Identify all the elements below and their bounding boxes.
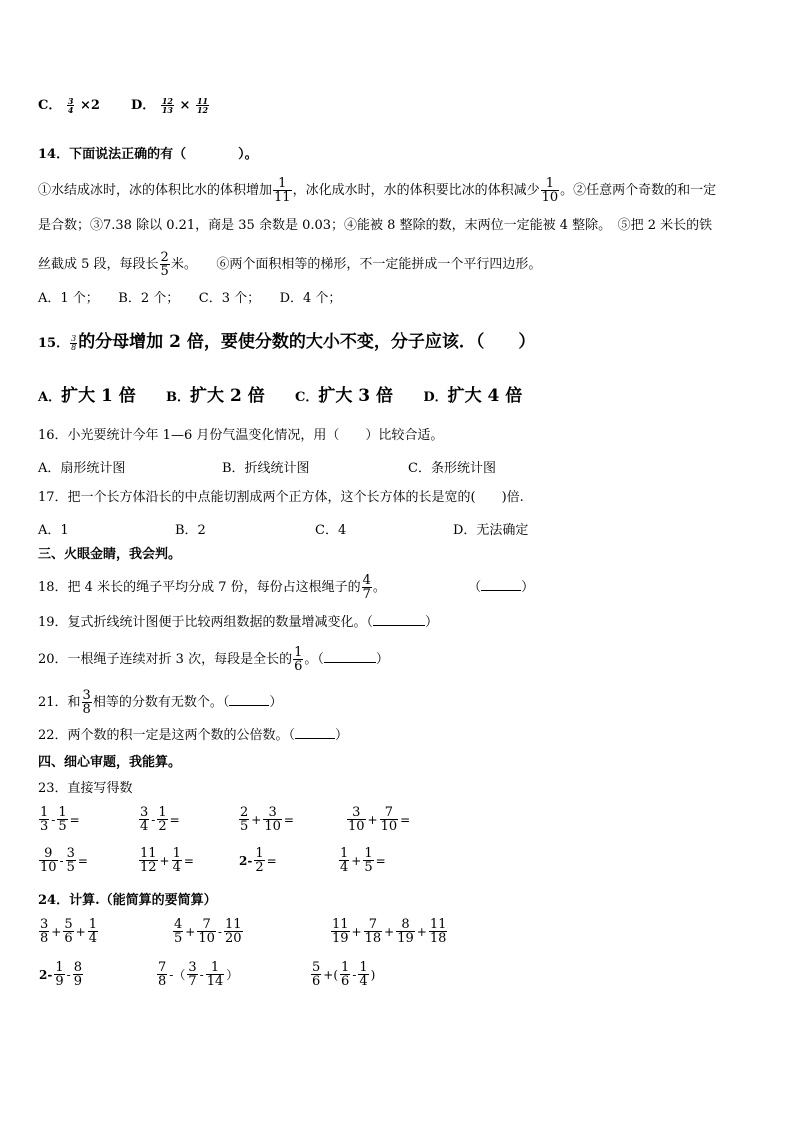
fraction: $\frac{1}{6}$ xyxy=(294,645,303,674)
calc-item: $\frac{11}{12}$ + $\frac{1}{4}$ = xyxy=(140,846,194,875)
q16-title: 16．小光要统计今年 1—6 月份气温变化情况，用（ ）比较合适。 xyxy=(38,428,444,443)
q16-option-c: C．条形统计图 xyxy=(408,461,496,476)
answer-blank[interactable] xyxy=(373,613,425,626)
fraction: $\frac{3}{8}$ xyxy=(82,688,91,717)
fraction: $\frac{4}{7}$ xyxy=(362,573,371,602)
answer-blank[interactable] xyxy=(481,578,521,591)
q19: 19．复式折线统计图便于比较两组数据的数量增减变化。（ ） xyxy=(38,615,439,630)
q16-option-b: B．折线统计图 xyxy=(222,461,310,476)
fraction: $\frac{1}{10}$ xyxy=(541,176,559,205)
calc-item: $\frac{4}{5}$ + $\frac{7}{10}$ - $\frac{11}{20}$ xyxy=(174,917,242,946)
fraction: $\frac{3}{4}$ xyxy=(67,96,74,115)
calc-item: $\frac{11}{19}$ + $\frac{7}{18}$ + $\frac{8}{19}$ + $\frac{11}{18}$ xyxy=(332,917,447,946)
q21: 21．和 $\frac{3}{8}$ 相等的分数有无数个。（ ） xyxy=(38,688,283,717)
calc-item: $\frac{7}{8}$ -（ $\frac{3}{7}$ - $\frac{1}{14}$ ） xyxy=(158,960,239,989)
calc-item: $\frac{3}{4}$ - $\frac{1}{2}$ = xyxy=(140,805,180,834)
q17-option-b: B．2 xyxy=(175,523,206,538)
calc-item: $\frac{3}{10}$ + $\frac{7}{10}$ = xyxy=(348,805,411,834)
answer-blank[interactable] xyxy=(295,726,335,739)
q14-line1: ①水结成冰时，冰的体积比水的体积增加 $\frac{1}{11}$ ，冰化成水时，水的体积要比冰的体积减少 $\frac{1}{10}$ 。②任意两个奇数的和一定 xyxy=(38,176,717,205)
calc-item: $\frac{9}{10}$ - $\frac{3}{5}$ = xyxy=(40,846,88,875)
fraction: $\frac{12}{13}$ xyxy=(161,96,173,115)
q13-options: C． $\frac{3}{4}$ ×2 D． $\frac{12}{13}$ × $\frac{11}{12}$ xyxy=(38,96,209,115)
section-3-heading: 三、火眼金睛，我会判。 xyxy=(38,547,182,562)
q17-option-c: C．4 xyxy=(315,523,347,538)
q24-title: 24．计算.（能简算的要简算） xyxy=(38,893,217,908)
fraction: $\frac{1}{11}$ xyxy=(274,176,291,205)
q23-title: 23．直接写得数 xyxy=(38,781,133,796)
calc-item: 2- $\frac{1}{2}$ = xyxy=(239,846,277,875)
q18: 18．把 4 米长的绳子平均分成 7 份，每份占这根绳子的 $\frac{4}{7}$ 。 （ ） xyxy=(38,573,535,602)
fraction: $\frac{3}{8}$ xyxy=(71,334,77,352)
q17-option-a: A．1 xyxy=(38,523,69,538)
calc-item: $\frac{3}{8}$ + $\frac{5}{6}$ + $\frac{1}{4}$ xyxy=(40,917,97,946)
section-4-heading: 四、细心审题，我能算。 xyxy=(38,755,182,770)
q14-line2: 是合数；③7.38 除以 0.21，商是 35 余数是 0.03；④能被 8 整除的数，末两位一定能被 4 整除。 ⑤把 2 米长的铁 xyxy=(38,218,713,233)
fraction: $\frac{11}{12}$ xyxy=(196,96,209,115)
calc-item: $\frac{2}{5}$ + $\frac{3}{10}$ = xyxy=(240,805,294,834)
calc-item: $\frac{5}{6}$ +( $\frac{1}{6}$ - $\frac{1}{4}$ ) xyxy=(312,960,376,989)
q14-title: 14．下面说法正确的有（ ）。 xyxy=(38,147,258,162)
answer-blank[interactable] xyxy=(324,650,376,663)
q17-option-d: D．无法确定 xyxy=(453,523,529,538)
q15-title: 15． $\frac{3}{8}$ 的分母增加 2 倍，要使分数的大小不变，分子应该．（ ） xyxy=(38,332,536,352)
q17-title: 17．把一个长方体沿长的中点能切割成两个正方体，这个长方体的长是宽的( )倍. xyxy=(38,490,524,505)
q20: 20．一根绳子连续对折 3 次，每段是全长的 $\frac{1}{6}$ 。（ ） xyxy=(38,645,389,674)
q14-options: A．1 个； B．2 个； C．3 个； D．4 个； xyxy=(38,291,342,306)
fraction: $\frac{2}{5}$ xyxy=(160,250,169,279)
q22: 22．两个数的积一定是这两个数的公倍数。（ ） xyxy=(38,728,349,743)
calc-item: $\frac{1}{3}$ - $\frac{1}{5}$ = xyxy=(40,805,80,834)
q14-line3: 丝截成 5 段，每段长 $\frac{2}{5}$ 米。 ⑥两个面积相等的梯形，不一定能拼成一个平行四边形。 xyxy=(38,250,542,279)
q16-option-a: A．扇形统计图 xyxy=(38,461,126,476)
calc-item: 2- $\frac{1}{9}$ - $\frac{8}{9}$ xyxy=(39,960,82,989)
answer-blank[interactable] xyxy=(229,693,269,706)
calc-item: $\frac{1}{4}$ + $\frac{1}{5}$ = xyxy=(340,846,386,875)
q15-options: A．扩大 1 倍 B．扩大 2 倍 C．扩大 3 倍 D．扩大 4 倍 xyxy=(38,386,523,406)
